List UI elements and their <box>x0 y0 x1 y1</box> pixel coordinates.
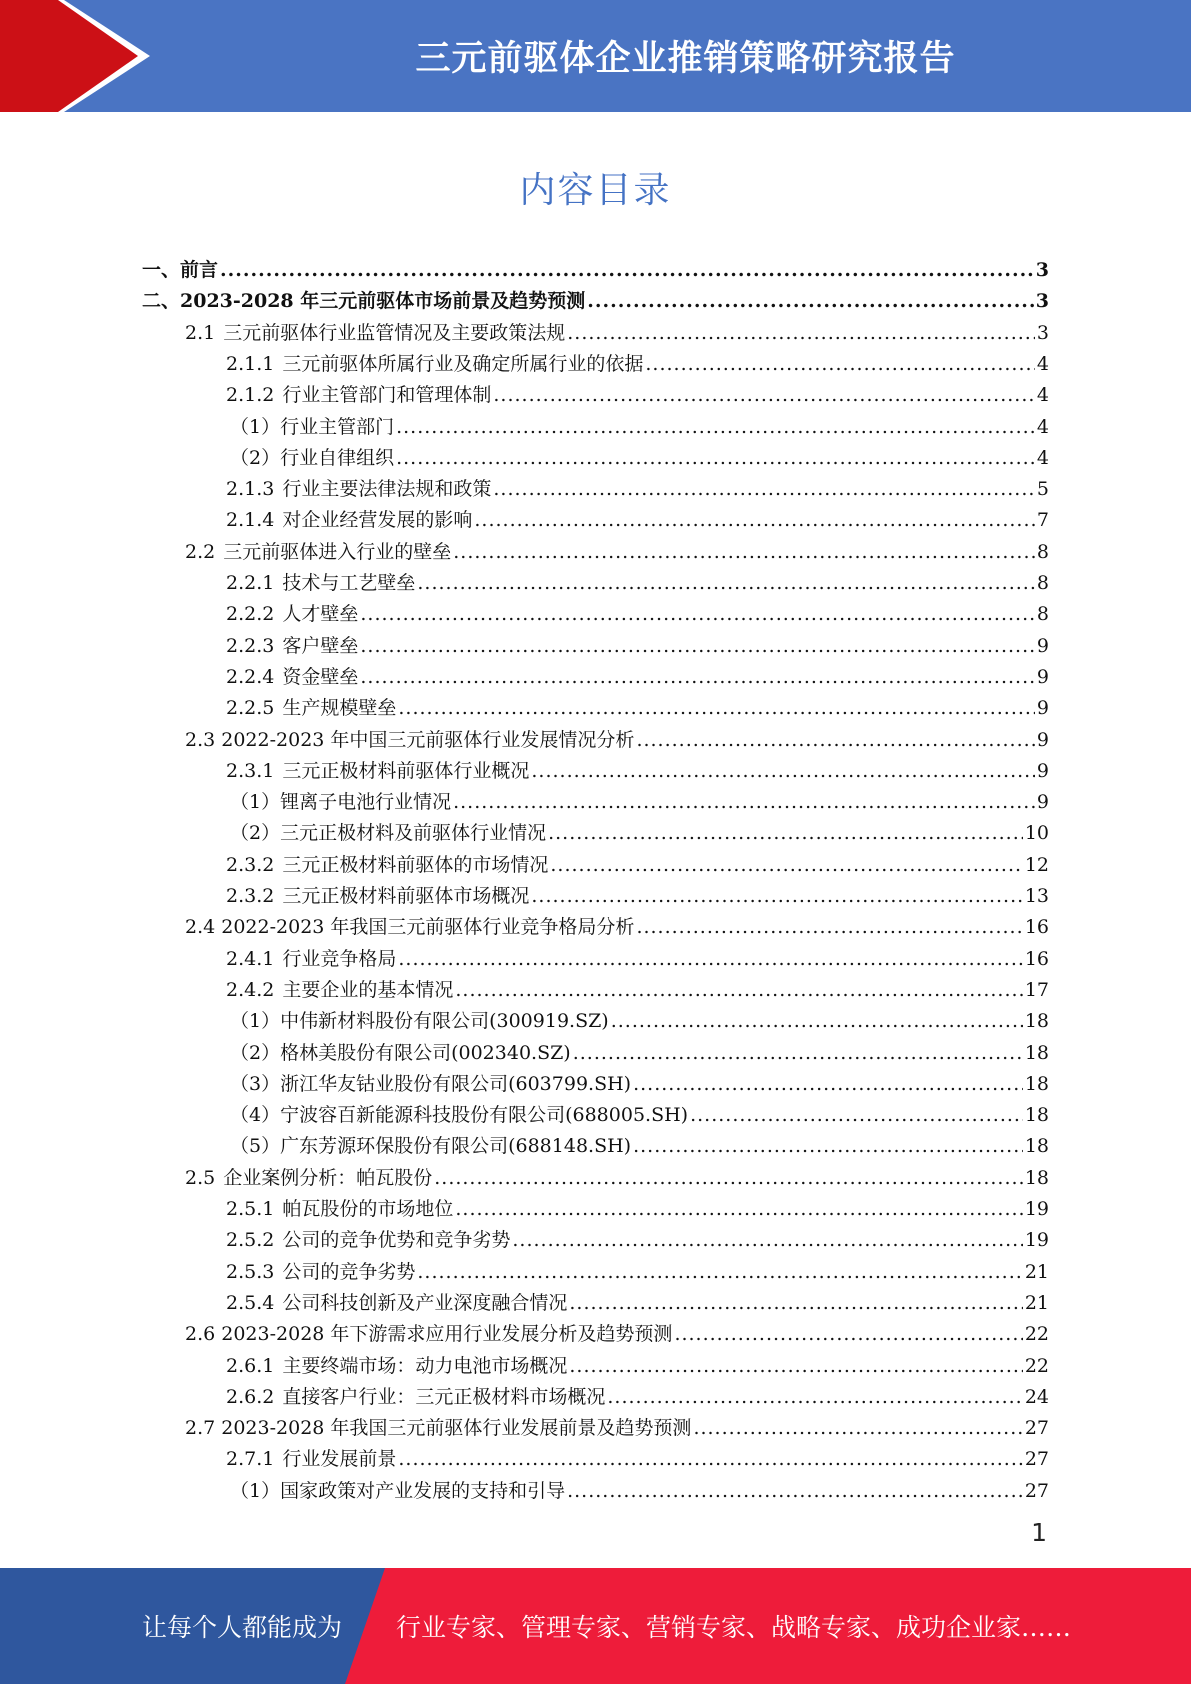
toc-entry-number: 2.5.4 <box>226 1291 275 1314</box>
toc-entry-page: 21 <box>1024 1260 1049 1283</box>
toc-dot-leader <box>453 537 1035 568</box>
toc-entry-page: 13 <box>1024 885 1049 907</box>
toc-entry-number: 2.5.3 <box>226 1260 275 1283</box>
toc-entry-title: （5）广东芳源环保股份有限公司(688148.SH) <box>230 1135 632 1158</box>
toc-entry-title: （1）行业主管部门 <box>230 415 395 438</box>
toc-entry[interactable] <box>230 1038 1049 1069</box>
toc-entry-page: 27 <box>1024 1417 1049 1440</box>
toc-entry-page: 9 <box>1036 665 1049 688</box>
toc-entry-title: 三元正极材料前驱体的市场情况 <box>282 853 549 876</box>
toc-entry-number: 2.7.1 <box>226 1448 275 1471</box>
toc-entry[interactable] <box>142 286 1049 317</box>
toc-entry[interactable] <box>230 1131 1049 1162</box>
toc-entry-number: 2.3.1 <box>226 759 275 782</box>
toc-dot-leader <box>636 912 1022 943</box>
toc-entry-page: 3 <box>1036 321 1049 344</box>
toc-entry-title: （1）中伟新材料股份有限公司(300919.SZ) <box>230 1010 609 1033</box>
toc-entry-page: 16 <box>1024 916 1049 939</box>
toc-entry-title: 2.6 2023-2028 年下游需求应用行业发展分析及趋势预测 <box>185 1323 673 1346</box>
toc-entry[interactable] <box>226 662 1049 693</box>
toc-entry-title: 三元前驱体所属行业及确定所属行业的依据 <box>282 352 644 375</box>
toc-entry[interactable] <box>226 349 1049 380</box>
toc-dot-leader <box>693 1413 1022 1444</box>
footer-slogan-left: 让每个人都能成为 <box>142 1613 343 1642</box>
toc-dot-leader <box>417 568 1035 599</box>
toc-dot-leader <box>474 505 1035 536</box>
toc-entry-title: 公司科技创新及产业深度融合情况 <box>282 1291 568 1314</box>
toc-entry-page: 18 <box>1024 1010 1049 1033</box>
toc-dot-leader <box>398 944 1022 975</box>
toc-entry[interactable] <box>226 599 1049 630</box>
toc-entry[interactable] <box>226 850 1049 881</box>
toc-entry-title: 行业竞争格局 <box>282 947 397 970</box>
toc-entry[interactable] <box>226 1444 1049 1475</box>
toc-entry-page: 19 <box>1024 1229 1049 1252</box>
toc-entry-number: 2.2.4 <box>226 665 275 688</box>
toc-entry-title: （1）国家政策对产业发展的支持和引导 <box>230 1479 566 1502</box>
toc-entry[interactable] <box>230 787 1049 818</box>
toc-entry-title: 公司的竞争劣势 <box>282 1260 416 1283</box>
toc-entry-page: 3 <box>1035 259 1049 281</box>
toc-dot-leader <box>493 474 1035 505</box>
toc-entry[interactable] <box>226 568 1049 599</box>
toc-dot-leader <box>493 380 1035 411</box>
toc-entry-page: 4 <box>1036 384 1049 407</box>
toc-dot-leader <box>550 850 1022 881</box>
toc-entry-title: 帕瓦股份的市场地位 <box>282 1198 454 1220</box>
toc-entry-page: 9 <box>1036 728 1049 751</box>
toc-entry-page: 3 <box>1035 290 1049 313</box>
toc-entry-number: 2.4.2 <box>226 978 275 1001</box>
toc-dot-leader <box>690 1100 1023 1131</box>
toc-entry-title: 行业主要法律法规和政策 <box>282 478 492 501</box>
toc-entry-page: 22 <box>1024 1354 1049 1377</box>
toc-dot-leader <box>636 725 1034 756</box>
toc-entry-title: 行业发展前景 <box>282 1448 397 1471</box>
toc-entry-title: 技术与工艺壁垒 <box>282 572 416 594</box>
toc-entry-page: 27 <box>1024 1479 1049 1502</box>
toc-entry-number: 2.3.2 <box>226 885 275 907</box>
toc-entry-number: 2.2.3 <box>226 634 275 657</box>
toc-entry-page: 22 <box>1024 1323 1049 1346</box>
toc-entry[interactable] <box>185 912 1049 943</box>
toc-entry[interactable] <box>226 693 1049 724</box>
toc-entry[interactable] <box>230 1006 1049 1037</box>
toc-entry[interactable] <box>185 318 1049 349</box>
toc-entry-page: 4 <box>1036 352 1049 375</box>
toc-entry-page: 21 <box>1024 1291 1049 1314</box>
toc-entry-title: 行业主管部门和管理体制 <box>282 384 492 407</box>
toc-entry[interactable] <box>226 1288 1049 1319</box>
toc-entry-page: 7 <box>1036 509 1049 532</box>
toc-entry[interactable] <box>185 1163 1049 1194</box>
toc-entry-number: 2.6.1 <box>226 1354 275 1377</box>
toc-entry-title: 公司的竞争优势和竞争劣势 <box>282 1229 511 1252</box>
toc-entry-title: 主要终端市场：动力电池市场概况 <box>282 1354 568 1377</box>
toc-entry-number: 2.4.1 <box>226 947 275 970</box>
toc-dot-leader <box>587 286 1034 317</box>
toc-entry-page: 8 <box>1036 572 1049 594</box>
toc-dot-leader <box>633 1131 1023 1162</box>
toc-entry-title: 人才壁垒 <box>282 603 359 626</box>
toc-heading: 内容目录 <box>519 170 672 211</box>
report-title: 三元前驱体企业推销策略研究报告 <box>415 39 956 79</box>
toc-entry-title: （2）行业自律组织 <box>230 446 395 469</box>
toc-dot-leader <box>548 818 1023 849</box>
toc-entry-number: 2.1.4 <box>226 509 275 532</box>
toc-entry-number: 2.6.2 <box>226 1385 275 1408</box>
toc-entry-title: 三元正极材料前驱体行业概况 <box>282 759 530 782</box>
toc-entry[interactable] <box>226 975 1049 1006</box>
toc-entry-number: 2.5.1 <box>226 1198 275 1220</box>
toc-dot-leader <box>674 1319 1022 1350</box>
toc-entry-title: 一、前言 <box>142 259 219 281</box>
toc-entry[interactable] <box>226 1351 1049 1382</box>
toc-entry-number: 2.1.2 <box>226 384 275 407</box>
toc-dot-leader <box>607 1382 1022 1413</box>
toc-dot-leader <box>645 349 1035 380</box>
toc-dot-leader <box>360 662 1035 693</box>
toc-dot-leader <box>455 1194 1022 1225</box>
toc-entry-number: 2.5 <box>185 1166 216 1189</box>
toc-entry-title: 对企业经营发展的影响 <box>282 509 473 532</box>
toc-entry-number: 2.1.3 <box>226 478 275 501</box>
toc-entry-page: 4 <box>1036 446 1049 469</box>
toc-entry[interactable] <box>226 944 1049 975</box>
footer-slogan-right: 行业专家、管理专家、营销专家、战略专家、成功企业家…… <box>396 1613 1072 1642</box>
toc-entry[interactable] <box>230 1069 1049 1100</box>
toc-entry-page: 19 <box>1024 1198 1049 1220</box>
toc-entry[interactable] <box>185 725 1049 756</box>
toc-entry-title: 2.4 2022-2023 年我国三元前驱体行业竞争格局分析 <box>185 916 635 939</box>
toc-entry-page: 18 <box>1024 1166 1049 1189</box>
toc-entry-title: 资金壁垒 <box>282 665 359 688</box>
toc-entry[interactable] <box>230 412 1049 443</box>
toc-entry-title: 主要企业的基本情况 <box>282 978 454 1001</box>
toc-entry-title: 2.3 2022-2023 年中国三元前驱体行业发展情况分析 <box>185 728 635 751</box>
toc-entry-page: 17 <box>1024 978 1049 1001</box>
toc-entry[interactable] <box>226 881 1049 912</box>
toc-entry-title: （4）宁波容百新能源科技股份有限公司(688005.SH) <box>230 1104 689 1127</box>
footer-banner <box>0 1568 1191 1684</box>
toc-entry-number: 2.2.1 <box>226 572 275 594</box>
toc-entry-title: 三元正极材料前驱体市场概况 <box>282 885 530 907</box>
toc-dot-leader <box>531 881 1022 912</box>
toc-entry-title: （1）锂离子电池行业情况 <box>230 791 452 814</box>
toc-dot-leader <box>417 1257 1022 1288</box>
toc-entry[interactable] <box>226 380 1049 411</box>
toc-entry-number: 2.2.5 <box>226 697 275 720</box>
toc-entry[interactable] <box>142 255 1049 286</box>
toc-entry-number: 2.2 <box>185 540 216 563</box>
toc-dot-leader <box>455 975 1022 1006</box>
toc-entry-page: 18 <box>1024 1104 1049 1127</box>
toc-entry[interactable] <box>230 1476 1049 1507</box>
toc-dot-leader <box>398 1444 1022 1475</box>
toc-entry-number: 2.1 <box>185 321 216 344</box>
toc-entry[interactable] <box>230 818 1049 849</box>
toc-entry-number: 2.2.2 <box>226 603 275 626</box>
toc-entry-title: （2）三元正极材料及前驱体行业情况 <box>230 822 547 845</box>
toc-dot-leader <box>360 631 1035 662</box>
toc-entry[interactable] <box>185 1319 1049 1350</box>
toc-entry-page: 4 <box>1036 415 1049 438</box>
toc-entry-page: 16 <box>1024 947 1049 970</box>
toc-dot-leader <box>531 756 1035 787</box>
toc-entry-page: 18 <box>1024 1072 1049 1095</box>
toc-entry-title: 生产规模壁垒 <box>282 697 397 720</box>
toc-entry-title: 二、2023-2028 年三元前驱体市场前景及趋势预测 <box>142 290 586 313</box>
toc-dot-leader <box>360 599 1035 630</box>
toc-entry-number: 2.5.2 <box>226 1229 275 1252</box>
toc-entry[interactable] <box>230 1100 1049 1131</box>
toc-entry[interactable] <box>226 505 1049 536</box>
toc-dot-leader <box>633 1069 1023 1100</box>
toc-entry[interactable] <box>226 756 1049 787</box>
toc-dot-leader <box>512 1225 1022 1256</box>
toc-entry-page: 10 <box>1024 822 1049 845</box>
toc-entry-title: 三元前驱体进入行业的壁垒 <box>223 540 452 563</box>
toc-entry[interactable] <box>230 443 1049 474</box>
toc-entry-title: （3）浙江华友钴业股份有限公司(603799.SH) <box>230 1072 632 1095</box>
toc-entry-page: 8 <box>1036 540 1049 563</box>
toc-entry[interactable] <box>226 1382 1049 1413</box>
chevron-arrow-icon <box>0 0 160 112</box>
toc-entry-title: 三元前驱体行业监管情况及主要政策法规 <box>223 321 566 344</box>
toc-dot-leader <box>611 1006 1023 1037</box>
toc-entry-page: 24 <box>1024 1385 1049 1408</box>
toc-entry-page: 9 <box>1036 697 1049 720</box>
toc-entry[interactable] <box>185 537 1049 568</box>
toc-dot-leader <box>567 318 1035 349</box>
toc-dot-leader <box>396 443 1035 474</box>
toc-entry-page: 9 <box>1036 791 1049 814</box>
toc-entry-title: 2.7 2023-2028 年我国三元前驱体行业发展前景及趋势预测 <box>185 1417 692 1440</box>
toc-dot-leader <box>434 1163 1023 1194</box>
toc-entry-title: 企业案例分析：帕瓦股份 <box>223 1166 433 1189</box>
toc-dot-leader <box>220 255 1034 286</box>
toc-entry-page: 18 <box>1024 1041 1049 1064</box>
toc-entry[interactable] <box>226 474 1049 505</box>
toc-dot-leader <box>398 693 1035 724</box>
toc-entry[interactable] <box>226 1194 1049 1225</box>
toc-entry-title: 客户壁垒 <box>282 634 359 657</box>
toc-dot-leader <box>569 1288 1022 1319</box>
toc-entry-number: 2.1.1 <box>226 352 275 375</box>
toc-dot-leader <box>569 1351 1022 1382</box>
page-number: 1 <box>1031 1518 1047 1547</box>
toc-entry-number: 2.3.2 <box>226 853 275 876</box>
toc-entry-page: 12 <box>1024 853 1049 876</box>
toc-dot-leader <box>573 1038 1023 1069</box>
toc-entry-page: 9 <box>1036 634 1049 657</box>
toc-entry-page: 8 <box>1036 603 1049 626</box>
toc-entry-page: 5 <box>1036 478 1049 501</box>
toc-dot-leader <box>396 412 1035 443</box>
toc-entry[interactable] <box>226 631 1049 662</box>
toc-entry-page: 27 <box>1024 1448 1049 1471</box>
toc-entry-title: 直接客户行业：三元正极材料市场概况 <box>282 1385 606 1408</box>
toc-entry-title: （2）格林美股份有限公司(002340.SZ) <box>230 1041 571 1064</box>
toc-entry-page: 18 <box>1024 1135 1049 1158</box>
toc-dot-leader <box>453 787 1035 818</box>
header-banner <box>0 0 1191 112</box>
toc-entry[interactable] <box>226 1225 1049 1256</box>
toc-entry-page: 9 <box>1036 759 1049 782</box>
toc-entry[interactable] <box>226 1257 1049 1288</box>
toc-dot-leader <box>567 1476 1023 1507</box>
toc-entry[interactable] <box>185 1413 1049 1444</box>
